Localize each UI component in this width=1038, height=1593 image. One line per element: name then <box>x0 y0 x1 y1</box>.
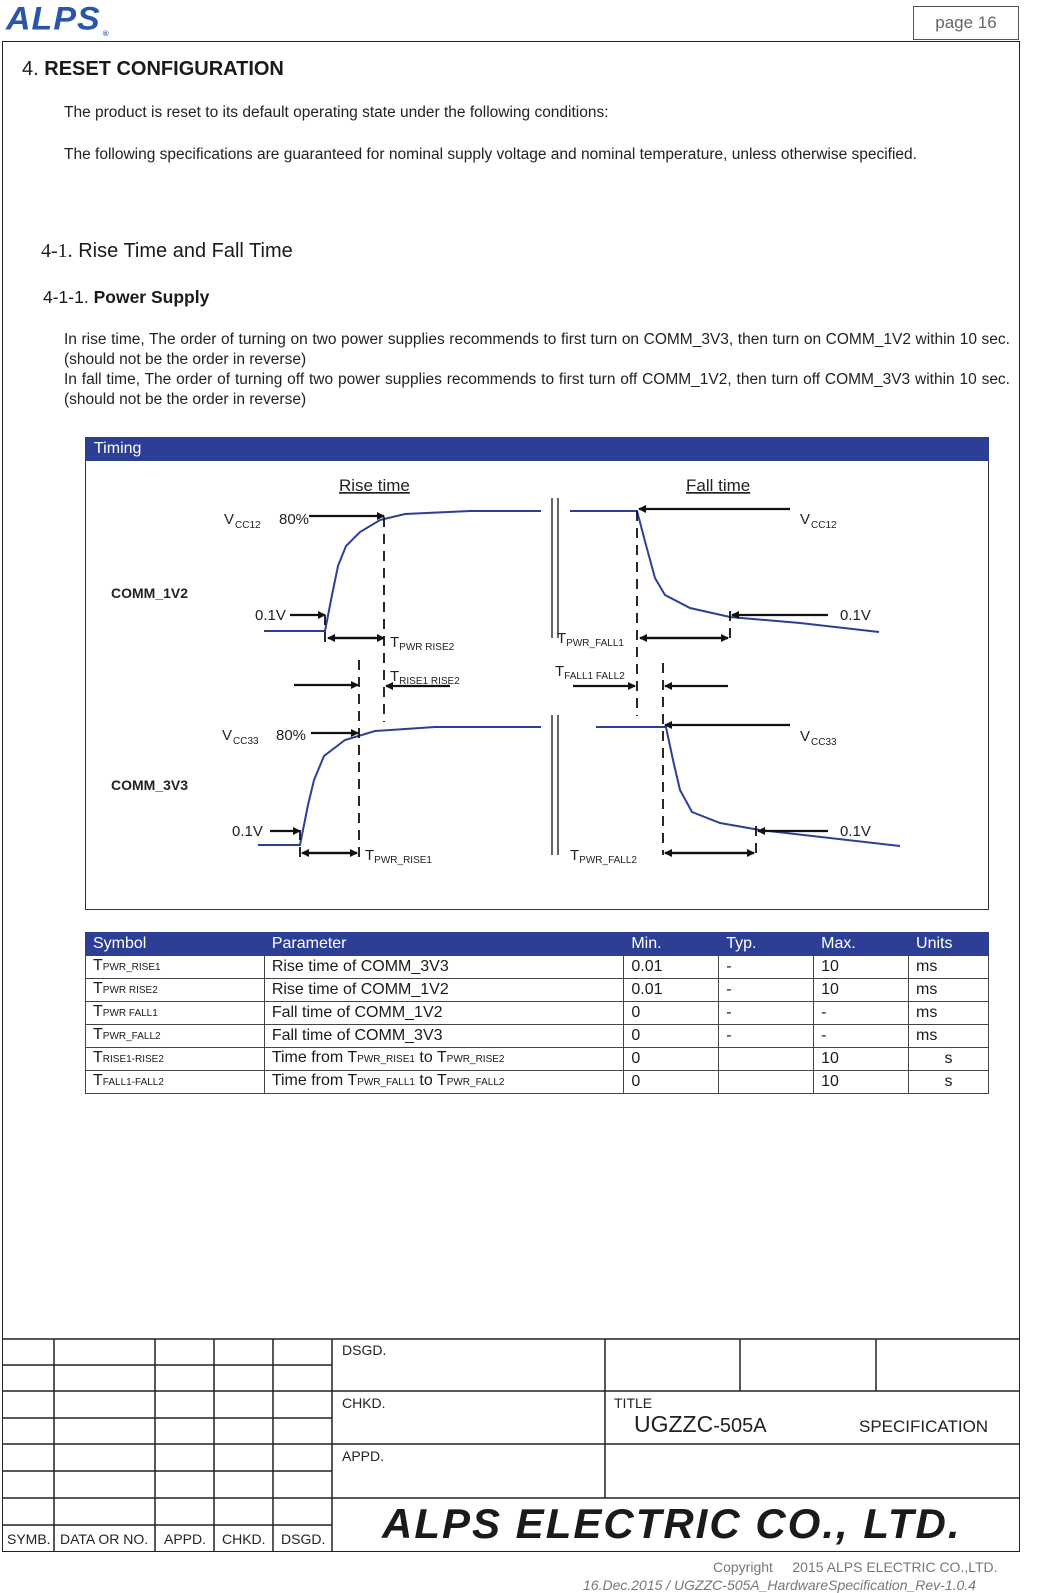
table-row <box>86 979 989 1002</box>
min-cell: 0.01 <box>624 956 719 979</box>
typ-cell <box>719 1071 814 1094</box>
subsubsection-heading <box>43 287 209 308</box>
parameter-cell: Fall time of COMM_3V3 <box>264 1025 624 1048</box>
fall-time-label: Fall time <box>686 476 751 495</box>
max-cell: 10 <box>814 1071 909 1094</box>
tpwr-fall1-label: $T_{PWR\_FALL1}$ <box>557 630 624 649</box>
document-info: 16.Dec.2015 / UGZZC-505A_HardwareSpecification_Rev-1.0.4 <box>583 1577 976 1593</box>
vcc12-label-right: $V_{CC12}$ <box>800 511 837 531</box>
tpwr-rise2-label: $T_{PWR RISE2}$ <box>390 634 455 653</box>
dsgd-label: DSGD. <box>342 1342 387 1358</box>
copyright-text: Copyright 2015 ALPS ELECTRIC CO.,LTD. <box>713 1559 998 1575</box>
page-number: page 16 <box>913 6 1019 40</box>
intro-paragraph-1: The product is reset to its default operating state under the following conditions: <box>64 104 609 121</box>
v01-label-1v2-rise: 0.1V <box>255 607 286 624</box>
max-cell: - <box>814 1002 909 1025</box>
comm-3v3-label: COMM_3V3 <box>111 777 189 793</box>
comm-1v2-label: COMM_1V2 <box>111 585 189 601</box>
subsubsection-number: 4-1-1. <box>43 287 89 307</box>
trise1-rise2-label: $T_{RISE1 RISE2}$ <box>390 668 460 687</box>
timing-spec-table <box>85 932 989 1094</box>
min-cell: 0 <box>624 1002 719 1025</box>
col-symb: SYMB. <box>7 1531 51 1547</box>
document-id: UGZZC-505A <box>634 1411 767 1437</box>
table-row <box>86 1025 989 1048</box>
title-block <box>2 1338 1020 1552</box>
subsubsection-title: Power Supply <box>93 287 210 307</box>
section-number: 4. <box>22 58 39 80</box>
comm-1v2-rise-waveform <box>264 511 541 631</box>
chkd-label: CHKD. <box>342 1395 386 1411</box>
intro-paragraph-2: The following specifications are guaranteed for nominal supply voltage and nominal temperature, unless otherwise specified. <box>64 146 917 163</box>
table-row <box>86 956 989 979</box>
section-heading <box>22 58 284 81</box>
alps-logo: ALPS ® <box>6 0 110 39</box>
subsection-title: Rise Time and Fall Time <box>78 240 293 262</box>
col-header: Symbol <box>86 933 265 956</box>
symbol-cell: TPWR_RISE1 <box>86 956 265 979</box>
units-cell: s <box>909 1048 989 1071</box>
symbol-cell: TPWR_FALL2 <box>86 1025 265 1048</box>
table-row <box>86 1048 989 1071</box>
typ-cell: - <box>719 979 814 1002</box>
max-cell: 10 <box>814 956 909 979</box>
units-cell: ms <box>909 1002 989 1025</box>
min-cell: 0 <box>624 1071 719 1094</box>
table-header-row <box>86 933 989 956</box>
vcc12-label-left: $V_{CC12}$ <box>224 511 261 531</box>
min-cell: 0 <box>624 1048 719 1071</box>
pct80-label-1v2: 80% <box>279 511 310 528</box>
col-header: Min. <box>624 933 719 956</box>
max-cell: - <box>814 1025 909 1048</box>
symbol-cell: TFALL1-FALL2 <box>86 1071 265 1094</box>
parameter-cell: Rise time of COMM_1V2 <box>264 979 624 1002</box>
parameter-cell: Rise time of COMM_3V3 <box>264 956 624 979</box>
symbol-cell: TRISE1-RISE2 <box>86 1048 265 1071</box>
title-label: TITLE <box>614 1395 653 1411</box>
units-cell: ms <box>909 979 989 1002</box>
col-data-or-no: DATA OR NO. <box>60 1531 149 1547</box>
subsection-heading <box>41 240 293 263</box>
min-cell: 0.01 <box>624 979 719 1002</box>
comm-3v3-rise-waveform <box>258 727 541 845</box>
timing-diagram-header: Timing <box>85 437 989 461</box>
col-appd: APPD. <box>164 1531 207 1547</box>
vcc33-label-left: $V_{CC33}$ <box>222 727 259 747</box>
table-row <box>86 1002 989 1025</box>
v01-label-3v3-rise: 0.1V <box>232 823 263 840</box>
specification-label: SPECIFICATION <box>859 1417 989 1436</box>
v01-label-1v2-fall: 0.1V <box>840 607 871 624</box>
timing-diagram <box>85 461 989 910</box>
col-chkd: CHKD. <box>222 1531 266 1547</box>
tpwr-rise1-label: $T_{PWR\_RISE1}$ <box>365 847 432 866</box>
parameter-cell: Time from TPWR_FALL1 to TPWR_FALL2 <box>264 1071 624 1094</box>
col-header: Max. <box>814 933 909 956</box>
section-title: RESET CONFIGURATION <box>44 58 284 80</box>
vcc33-label-right: $V_{CC33}$ <box>800 728 837 748</box>
appd-label: APPD. <box>342 1448 385 1464</box>
tfall1-fall2-label: $T_{FALL1 FALL2}$ <box>555 663 625 682</box>
tpwr-fall2-label: $T_{PWR\_FALL2}$ <box>570 847 637 866</box>
parameter-cell: Fall time of COMM_1V2 <box>264 1002 624 1025</box>
typ-cell: - <box>719 1002 814 1025</box>
min-cell: 0 <box>624 1025 719 1048</box>
units-cell: ms <box>909 1025 989 1048</box>
units-cell: s <box>909 1071 989 1094</box>
units-cell: ms <box>909 956 989 979</box>
power-paragraph-2: In fall time, The order of turning off two power supplies recommends to first turn off COMM_1V2, then turn off COMM_3V3 within 10 sec. (should not be the order in reverse) <box>64 371 1010 408</box>
power-paragraph-1: In rise time, The order of turning on two power supplies recommends to first turn on COMM_3V3, then turn on COMM_1V2 within 10 sec. (should not be the order in reverse) <box>64 331 1010 368</box>
subsection-number: 4-1. <box>41 240 73 262</box>
max-cell: 10 <box>814 979 909 1002</box>
col-header: Parameter <box>264 933 624 956</box>
col-dsgd: DSGD. <box>281 1531 326 1547</box>
table-row <box>86 1071 989 1094</box>
rise-time-label: Rise time <box>339 476 410 495</box>
symbol-cell: TPWR FALL1 <box>86 1002 265 1025</box>
parameter-cell: Time from TPWR_RISE1 to TPWR_RISE2 <box>264 1048 624 1071</box>
v01-label-3v3-fall: 0.1V <box>840 823 871 840</box>
col-header: Typ. <box>719 933 814 956</box>
pct80-label-3v3: 80% <box>276 727 307 744</box>
typ-cell: - <box>719 956 814 979</box>
col-header: Units <box>909 933 989 956</box>
company-logo: ALPS ELECTRIC CO., LTD. <box>382 1500 962 1547</box>
typ-cell <box>719 1048 814 1071</box>
symbol-cell: TPWR RISE2 <box>86 979 265 1002</box>
typ-cell: - <box>719 1025 814 1048</box>
max-cell: 10 <box>814 1048 909 1071</box>
